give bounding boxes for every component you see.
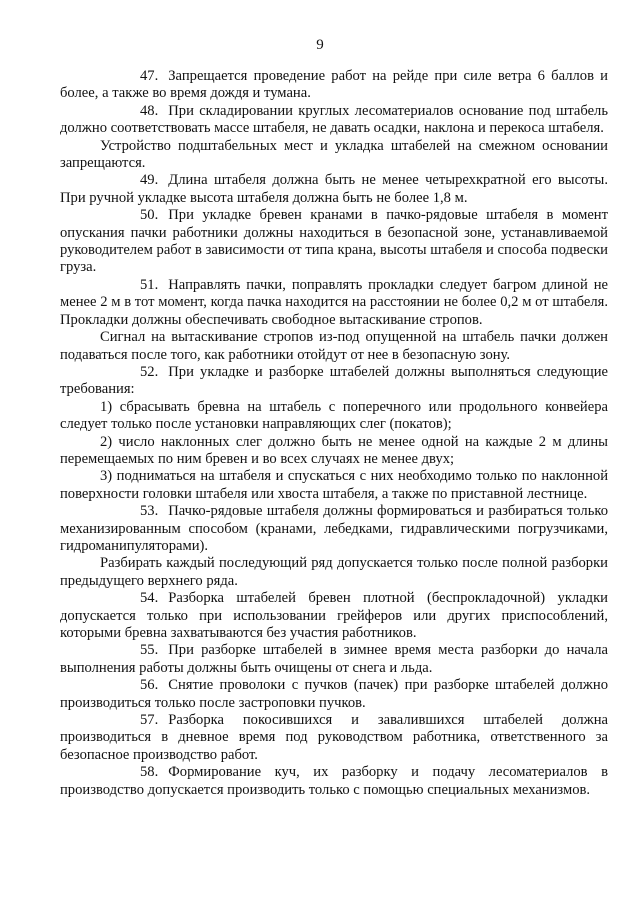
paragraph-text: При складировании круглых лесоматериалов основание под штабель должно соответствовать массе штабеля, не давать осадки, наклона и перекоса штабеля. [60,102,608,137]
paragraph-text: При укладке и разборке штабелей должны выполняться следующие требования: [60,363,608,398]
paragraph-51-continued [60,329,608,364]
item-number: 51. [140,276,159,293]
paragraph-text: Направлять пачки, поправлять прокладки следует багром длиной не менее 2 м в тот момент, когда пачка находится на расстоянии не более 0,2 м от штабеля. Прокладки должны обеспечивать свободное вытаскивание стропов. [60,276,608,328]
paragraph-53 [60,503,608,555]
paragraph-52 [60,364,608,399]
paragraph-text: Сигнал на вытаскивание стропов из-под опущенной на штабель пачки должен подаваться после того, как работники отойдут от нее в безопасную зону. [60,329,608,363]
paragraph-text: При разборке штабелей в зимнее время места разборки до начала выполнения работы должны быть очищены от снега и льда. [60,642,608,676]
paragraph-54 [60,590,608,642]
item-number: 58. [140,764,159,781]
paragraph-text: Запрещается проведение работ на рейде при силе ветра 6 баллов и более, а также во время дождя и тумана. [60,68,608,102]
paragraph-48 [60,103,608,138]
paragraph-57 [60,712,608,764]
paragraph-text: При укладке бревен кранами в пачко-рядовые штабеля в момент опускания пачки работники должны находиться в безопасной зоне, устанавливаемой руководителем работ в зависимости от типа крана, высоты штабеля и способа подвески груза. [60,207,608,276]
paragraph-text: Устройство подштабельных мест и укладка штабелей на смежном основании запрещаются. [60,137,608,172]
paragraph-text: 2) число наклонных слег должно быть не менее одной на каждые 2 м длины перемещаемых по ним бревен и во всех случаях не менее двух; [60,433,608,467]
paragraph-48-continued [60,138,608,173]
paragraph-text: Формирование куч, их разборку и подачу лесоматериалов в производство допускается производить только с помощью специальных механизмов. [60,764,608,798]
paragraph-text: Пачко-рядовые штабеля должны формироваться и разбираться только механизированным способом (кранами, лебедками, гидравлическими погрузчиками, гидроманипуляторами). [60,503,608,554]
paragraph-58 [60,764,608,799]
item-number: 53. [140,503,159,520]
page-number: 9 [316,37,324,53]
paragraph-text: Снятие проволоки с пучков (пачек) при разборке штабелей должно производиться только после застроповки пучков. [60,677,608,711]
item-number: 48. [140,102,159,119]
item-number: 50. [140,207,159,224]
requirement-item-3 [60,468,608,503]
paragraph-53-continued [60,555,608,590]
item-number: 55. [140,642,159,659]
paragraph-55 [60,642,608,677]
paragraph-text: Разбирать каждый последующий ряд допускается только после полной разборки предыдущего верхнего ряда. [60,555,608,589]
item-number: 47. [140,68,159,84]
paragraph-text: 3) подниматься на штабеля и спускаться с них необходимо только по наклонной поверхности головки штабеля или хвоста штабеля, а также по приставной лестнице. [60,468,608,502]
item-number: 49. [140,172,159,189]
paragraph-51 [60,277,608,329]
item-number: 52. [140,363,159,380]
item-number: 54. [140,590,159,607]
requirement-item-1 [60,399,608,434]
document-body [60,68,608,799]
paragraph-text: 1) сбрасывать бревна на штабель с поперечного или продольного конвейера следует только после установки направляющих слег (покатов); [60,398,608,433]
paragraph-text: Разборка покосившихся и завалившихся штабелей должна производиться в дневное время под руководством работника, ответственного за безопасное производство работ. [60,712,608,763]
paragraph-text: Разборка штабелей бревен плотной (беспрокладочной) укладки допускается только при использовании грейферов или других приспособлений, которыми бревна захватываются без участия работников. [60,590,608,641]
paragraph-49 [60,172,608,207]
paragraph-56 [60,677,608,712]
paragraph-50 [60,207,608,277]
item-number: 56. [140,677,159,694]
paragraph-text: Длина штабеля должна быть не менее четырехкратной его высоты. При ручной укладке высота штабеля должна быть не более 1,8 м. [60,172,608,206]
paragraph-47 [60,68,608,103]
requirement-item-2 [60,434,608,469]
item-number: 57. [140,712,159,729]
